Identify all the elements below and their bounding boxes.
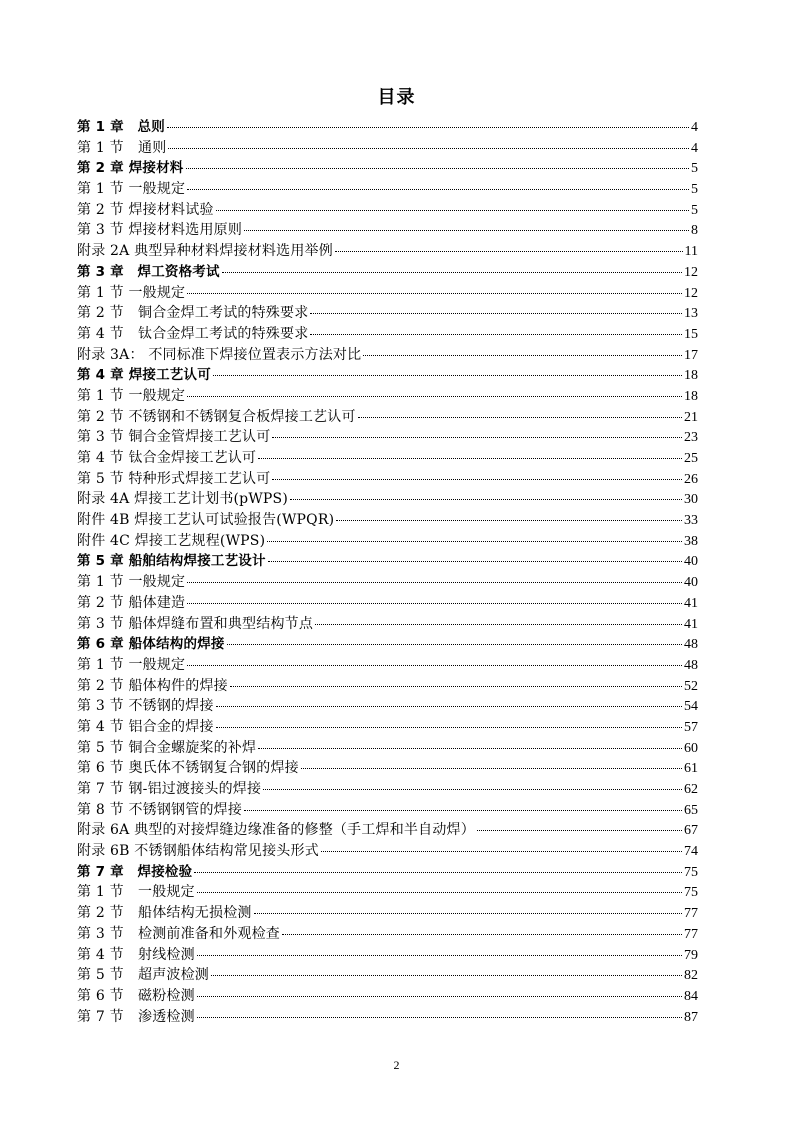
toc-entry-page: 77 — [684, 926, 698, 942]
toc-entry-page: 38 — [684, 533, 698, 549]
toc-entry-page: 17 — [684, 347, 698, 363]
toc-entry-label: 第 1 节 一般规定 — [77, 181, 186, 198]
toc-entry-page: 54 — [684, 699, 698, 715]
toc-section-entry[interactable] — [77, 572, 698, 593]
toc-section-entry[interactable] — [77, 469, 698, 490]
toc-entry-label: 第 5 节 超声波检测 — [77, 967, 210, 984]
toc-entry-page: 57 — [684, 719, 698, 735]
toc-section-entry[interactable] — [77, 241, 698, 262]
toc-entry-page: 13 — [684, 306, 698, 322]
toc-entry-page: 4 — [691, 120, 698, 135]
toc-entry-label: 第 7 章 焊接检验 — [77, 863, 193, 880]
toc-entry-label: 附件 4B 焊接工艺认可试验报告(WPQR) — [77, 512, 335, 529]
toc-chapter-entry[interactable] — [77, 365, 698, 386]
toc-entry-label: 第 3 节 不锈钢的焊接 — [77, 698, 214, 715]
toc-entry-label: 第 2 节 铜合金焊工考试的特殊要求 — [77, 305, 309, 322]
page-title: 目录 — [377, 87, 416, 108]
toc-section-entry[interactable] — [77, 986, 698, 1007]
toc-entry-label: 第 6 节 奥氏体不锈钢复合钢的焊接 — [77, 760, 299, 777]
toc-leader-dots — [168, 148, 689, 149]
toc-section-entry[interactable] — [77, 676, 698, 697]
toc-entry-page: 5 — [691, 182, 698, 198]
toc-entry-label: 第 1 节 一般规定 — [77, 574, 186, 591]
toc-section-entry[interactable] — [77, 138, 698, 159]
toc-entry-page: 23 — [684, 430, 698, 446]
toc-entry-label: 第 3 章 焊工资格考试 — [77, 263, 220, 280]
toc-entry-page: 40 — [684, 554, 698, 570]
toc-leader-dots — [194, 872, 682, 873]
toc-leader-dots — [230, 686, 682, 687]
toc-entry-label: 第 7 节 渗透检测 — [77, 1008, 195, 1025]
toc-entry-page: 82 — [684, 968, 698, 984]
toc-leader-dots — [290, 499, 682, 500]
toc-chapter-entry[interactable] — [77, 158, 698, 179]
toc-entry-page: 75 — [684, 864, 698, 880]
toc-entry-page: 67 — [684, 823, 698, 839]
toc-chapter-entry[interactable] — [77, 634, 698, 655]
toc-leader-dots — [187, 582, 682, 583]
toc-leader-dots — [187, 293, 682, 294]
toc-entry-page: 61 — [684, 761, 698, 777]
toc-leader-dots — [263, 789, 682, 790]
toc-entry-page: 75 — [684, 885, 698, 901]
toc-leader-dots — [310, 313, 682, 314]
toc-entry-label: 第 2 节 船体结构无损检测 — [77, 905, 252, 922]
toc-entry-label: 第 3 节 检测前准备和外观检查 — [77, 925, 281, 942]
toc-leader-dots — [187, 396, 682, 397]
toc-entry-page: 41 — [684, 616, 698, 632]
toc-section-entry[interactable] — [77, 903, 698, 924]
toc-entry-page: 18 — [684, 368, 698, 384]
toc-section-entry[interactable] — [77, 179, 698, 200]
toc-section-entry[interactable] — [77, 427, 698, 448]
toc-section-entry[interactable] — [77, 200, 698, 221]
toc-entry-page: 5 — [691, 202, 698, 218]
toc-section-entry[interactable] — [77, 531, 698, 552]
toc-entry-page: 40 — [684, 575, 698, 591]
toc-section-entry[interactable] — [77, 448, 698, 469]
toc-leader-dots — [272, 479, 682, 480]
toc-leader-dots — [213, 375, 682, 376]
toc-entry-label: 第 3 节 焊接材料选用原则 — [77, 222, 243, 239]
toc-entry-page: 8 — [691, 223, 698, 239]
toc-entry-label: 第 1 节 一般规定 — [77, 656, 186, 673]
toc-entry-label: 第 2 节 焊接材料试验 — [77, 201, 214, 218]
toc-section-entry[interactable] — [77, 283, 698, 304]
toc-leader-dots — [321, 851, 682, 852]
toc-leader-dots — [268, 561, 682, 562]
toc-leader-dots — [363, 355, 682, 356]
toc-leader-dots — [187, 603, 682, 604]
toc-leader-dots — [254, 913, 682, 914]
toc-entry-label: 附件 4C 焊接工艺规程(WPS) — [77, 532, 266, 549]
toc-entry-page: 77 — [684, 906, 698, 922]
toc-entry-page: 12 — [684, 285, 698, 301]
toc-entry-label: 第 4 节 钛合金焊工考试的特殊要求 — [77, 325, 309, 342]
toc-section-entry[interactable] — [77, 303, 698, 324]
toc-section-entry[interactable] — [77, 407, 698, 428]
toc-leader-dots — [186, 168, 690, 169]
toc-entry-page: 18 — [684, 388, 698, 404]
toc-leader-dots — [216, 210, 689, 211]
toc-leader-dots — [358, 417, 682, 418]
toc-leader-dots — [211, 975, 682, 976]
toc-entry-page: 5 — [691, 161, 698, 177]
toc-section-entry[interactable] — [77, 965, 698, 986]
toc-entry-label: 第 2 节 船体建造 — [77, 594, 186, 611]
toc-leader-dots — [227, 644, 682, 645]
toc-entry-label: 附录 4A 焊接工艺计划书(pWPS) — [77, 491, 289, 508]
toc-entry-page: 30 — [684, 492, 698, 508]
toc-leader-dots — [477, 830, 682, 831]
toc-entry-label: 第 1 章 总则 — [77, 119, 165, 135]
toc-entry-page: 74 — [684, 844, 698, 860]
toc-leader-dots — [244, 230, 689, 231]
toc-leader-dots — [310, 334, 682, 335]
toc-entry-label: 第 5 节 特种形式焊接工艺认可 — [77, 470, 271, 487]
toc-leader-dots — [335, 251, 683, 252]
toc-section-entry[interactable] — [77, 800, 698, 821]
toc-entry-page: 4 — [691, 140, 698, 156]
table-of-contents — [77, 117, 698, 1027]
toc-entry-page: 11 — [684, 244, 698, 260]
toc-entry-label: 第 1 节 一般规定 — [77, 387, 186, 404]
toc-entry-label: 第 4 章 焊接工艺认可 — [77, 367, 211, 384]
toc-section-entry[interactable] — [77, 758, 698, 779]
toc-entry-label: 第 4 节 铝合金的焊接 — [77, 718, 214, 735]
page-number: 2 — [393, 1058, 400, 1072]
toc-chapter-entry[interactable] — [77, 117, 698, 138]
toc-leader-dots — [216, 727, 682, 728]
toc-entry-page: 79 — [684, 947, 698, 963]
toc-section-entry[interactable] — [77, 738, 698, 759]
toc-entry-label: 第 5 章 船舶结构焊接工艺设计 — [77, 553, 266, 570]
toc-section-entry[interactable] — [77, 386, 698, 407]
toc-section-entry[interactable] — [77, 220, 698, 241]
toc-entry-label: 附录 6A 典型的对接焊缝边缘准备的修整（手工焊和半自动焊） — [77, 822, 475, 839]
toc-entry-label: 第 3 节 船体焊缝布置和典型结构节点 — [77, 615, 314, 632]
toc-leader-dots — [244, 810, 682, 811]
toc-section-entry[interactable] — [77, 882, 698, 903]
toc-section-entry[interactable] — [77, 717, 698, 738]
toc-leader-dots — [216, 706, 682, 707]
toc-section-entry[interactable] — [77, 924, 698, 945]
toc-leader-dots — [267, 541, 682, 542]
toc-leader-dots — [258, 458, 682, 459]
toc-leader-dots — [197, 892, 682, 893]
toc-entry-page: 12 — [684, 264, 698, 280]
toc-section-entry[interactable] — [77, 324, 698, 345]
toc-leader-dots — [258, 748, 682, 749]
toc-leader-dots — [167, 127, 689, 128]
toc-entry-label: 第 1 节 一般规定 — [77, 284, 186, 301]
toc-section-entry[interactable] — [77, 614, 698, 635]
toc-entry-label: 第 2 节 不锈钢和不锈钢复合板焊接工艺认可 — [77, 408, 356, 425]
toc-entry-label: 第 5 节 铜合金螺旋桨的补焊 — [77, 739, 257, 756]
toc-entry-label: 第 1 节 一般规定 — [77, 884, 195, 901]
toc-section-entry[interactable] — [77, 1007, 698, 1028]
toc-entry-label: 第 4 节 钛合金焊接工艺认可 — [77, 450, 257, 466]
toc-entry-page: 26 — [684, 471, 698, 487]
toc-entry-label: 第 7 节 钢-铝过渡接头的焊接 — [77, 781, 262, 797]
toc-section-entry[interactable] — [77, 945, 698, 966]
toc-entry-page: 48 — [684, 637, 698, 653]
toc-entry-label: 第 6 章 船体结构的焊接 — [77, 636, 225, 653]
toc-section-entry[interactable] — [77, 779, 698, 800]
toc-leader-dots — [197, 955, 682, 956]
toc-entry-page: 52 — [684, 678, 698, 694]
toc-section-entry[interactable] — [77, 655, 698, 676]
toc-leader-dots — [272, 437, 682, 438]
toc-leader-dots — [336, 520, 682, 521]
toc-leader-dots — [197, 996, 682, 997]
toc-entry-page: 87 — [684, 1009, 698, 1025]
toc-leader-dots — [282, 934, 682, 935]
toc-section-entry[interactable] — [77, 345, 698, 366]
toc-leader-dots — [187, 189, 689, 190]
toc-entry-page: 33 — [684, 513, 698, 529]
toc-entry-page: 15 — [684, 326, 698, 342]
toc-entry-page: 21 — [684, 409, 698, 425]
toc-entry-label: 第 8 节 不锈钢钢管的焊接 — [77, 801, 243, 818]
toc-entry-label: 附录 6B 不锈钢船体结构常见接头形式 — [77, 843, 319, 860]
toc-section-entry[interactable] — [77, 510, 698, 531]
toc-chapter-entry[interactable] — [77, 262, 698, 283]
toc-leader-dots — [301, 768, 682, 769]
toc-entry-label: 附录 2A 典型异种材料焊接材料选用举例 — [77, 243, 333, 260]
toc-entry-page: 25 — [684, 451, 698, 466]
toc-section-entry[interactable] — [77, 593, 698, 614]
toc-entry-page: 84 — [684, 988, 698, 1004]
toc-entry-label: 第 2 节 船体构件的焊接 — [77, 677, 228, 694]
toc-entry-label: 第 4 节 射线检测 — [77, 946, 195, 963]
toc-entry-page: 48 — [684, 657, 698, 673]
toc-chapter-entry[interactable] — [77, 551, 698, 572]
toc-section-entry[interactable] — [77, 696, 698, 717]
toc-leader-dots — [315, 624, 682, 625]
toc-entry-label: 第 6 节 磁粉检测 — [77, 987, 195, 1004]
toc-entry-page: 65 — [684, 802, 698, 818]
toc-section-entry[interactable] — [77, 841, 698, 862]
toc-entry-label: 第 3 节 铜合金管焊接工艺认可 — [77, 429, 271, 446]
toc-leader-dots — [222, 272, 682, 273]
toc-chapter-entry[interactable] — [77, 862, 698, 883]
toc-entry-label: 附录 3A： 不同标准下焊接位置表示方法对比 — [77, 346, 362, 363]
toc-leader-dots — [197, 1017, 682, 1018]
toc-section-entry[interactable] — [77, 489, 698, 510]
toc-entry-label: 第 1 节 通则 — [77, 139, 167, 156]
toc-section-entry[interactable] — [77, 820, 698, 841]
toc-entry-label: 第 2 章 焊接材料 — [77, 160, 184, 177]
toc-entry-page: 62 — [684, 782, 698, 797]
toc-leader-dots — [187, 665, 682, 666]
toc-entry-page: 60 — [684, 740, 698, 756]
toc-entry-page: 41 — [684, 595, 698, 611]
